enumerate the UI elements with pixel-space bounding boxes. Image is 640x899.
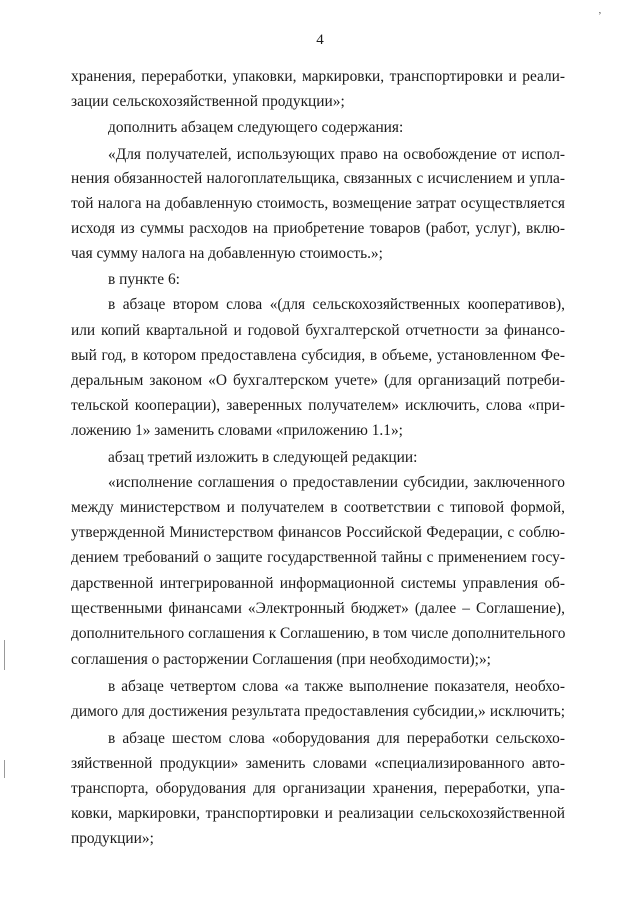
text-line: нения обязанностей налогоплательщика, связанных с исчислением и упла- [71, 170, 565, 187]
text-line: в абзаце шестом слова «оборудования для переработки сельскохо- [108, 730, 565, 747]
text-line: дополнить абзацем следующего содержания: [108, 119, 404, 136]
text-line: в абзаце четвертом слова «а также выполнение показателя, необхо- [108, 678, 565, 695]
text-line: дением требований о защите государственной тайны с применением госу- [71, 549, 565, 566]
text-line: в абзаце втором слова «(для сельскохозяйственных кооперативов), [108, 296, 565, 313]
text-line: или копий квартальной и годовой бухгалтерской отчетности за финансо- [71, 322, 565, 339]
text-line: исходя из суммы расходов на приобретение товаров (работ, услуг), вклю- [71, 220, 565, 237]
text-line: дополнительного соглашения к Соглашению, в том числе дополнительного [71, 625, 566, 642]
text-line: хранения, переработки, упаковки, маркировки, транспортировки и реали- [71, 68, 565, 85]
margin-speck [4, 640, 5, 670]
margin-speck [4, 760, 5, 778]
text-line: деральным законом «О бухгалтерском учете» (для организаций потреби- [71, 372, 565, 389]
text-line: чая сумму налога на добавленную стоимость.»; [71, 245, 383, 262]
text-line: вый год, в котором предоставлена субсидия, в объеме, установленном Фе- [71, 347, 565, 364]
text-line: транспорта, оборудования для организации хранения, переработки, упа- [71, 780, 565, 797]
text-line: димого для достижения результата предоставления субсидии,» исключить; [71, 703, 565, 720]
page-number: 4 [316, 32, 324, 48]
text-line: дарственной интегрированной информационной системы управления об- [71, 575, 565, 592]
text-line: продукции»; [71, 830, 154, 847]
text-line: той налога на добавленную стоимость, возмещение затрат осуществляется [71, 195, 565, 212]
text-line: зяйственной продукции» заменить словами «специализированного авто- [71, 755, 565, 772]
corner-mark: ’ [598, 10, 602, 22]
text-line: щественными финансами «Электронный бюджет» (далее – Соглашение), [71, 600, 565, 617]
text-line: абзац третий изложить в следующей редакции: [108, 449, 418, 466]
text-line: «исполнение соглашения о предоставлении субсидии, заключенного [108, 474, 565, 491]
text-line: ложению 1» заменить словами «приложению 1.1»; [71, 422, 403, 439]
text-line: утвержденной Министерством финансов Российской Федерации, с соблю- [71, 524, 565, 541]
text-line: зации сельскохозяйственной продукции»; [71, 93, 345, 110]
text-line: тельской кооперации), заверенных получателем» исключить, слова «при- [71, 397, 565, 414]
text-line: между министерством и получателем в соответствии с типовой формой, [71, 499, 565, 516]
text-line: ковки, маркировки, транспортировки и реализации сельскохозяйственной [71, 805, 565, 822]
text-line: в пункте 6: [108, 271, 180, 288]
text-line: соглашения о расторжении Соглашения (при необходимости);»; [71, 651, 491, 668]
text-line: «Для получателей, использующих право на освобождение от испол- [108, 146, 565, 163]
